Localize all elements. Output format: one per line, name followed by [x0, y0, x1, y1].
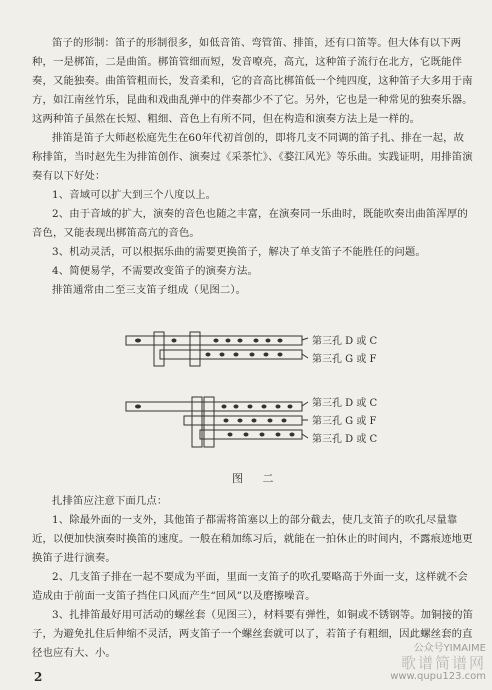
fig2-label-1: 第三孔 D 或 C — [312, 398, 378, 409]
watermark-line-3: www.qupu123.com — [390, 671, 486, 682]
note-item-1: 1、除最外面的一支外，其他笛子都需将笛塞以上的部分截去，使几支笛子的吹孔尽量靠近，以便加快演奏时换笛的速度。一般在稍加练习后，就能在一拍休止的时间内，不露痕迹地更换笛子进行演奏。 — [32, 514, 473, 564]
figure-two-flutes — [120, 328, 390, 376]
figure-caption: 图 二 — [232, 472, 282, 485]
fig2-label-2: 第三孔 G 或 F — [312, 416, 377, 427]
two-flutes-drawing — [120, 328, 310, 376]
paragraph-flute-forms: 笛子的形制：笛子的形制很多，如低音笛、弯管笛、排笛，还有口笛等。但大体有以下两种，一是梆笛，二是曲笛。梆笛管细而短，发音嘹亮，高亢，这种笛子流行在北方，它既能伴奏，又能独奏。曲笛管粗而长，发音柔和，它的音高比梆笛低一个纯四度，这种笛子大多用于南方，如江南丝竹乐，昆曲和戏曲乱弹中的伴奏都少不了它。另外，它也是一种常见的独奏乐器。这两种笛子虽然在长短、粗细、音色上有所不同，但在构造和演奏方法上是一样的。 — [32, 37, 473, 125]
bottom-text-block — [32, 492, 474, 663]
list-item-4: 4、简便易学，不需要改变笛子的演奏方法。 — [52, 265, 259, 277]
list-item-1: 1、音域可以扩大到三个八度以上。 — [52, 189, 217, 201]
watermark — [390, 642, 486, 684]
figure-three-flutes — [120, 394, 390, 454]
top-text-block — [32, 34, 474, 300]
paragraph-figure-ref: 排笛通常由二至三支笛子组成（见图二）。 — [52, 284, 247, 296]
watermark-line-2: 歌谱简谱网 — [400, 654, 486, 672]
paragraph-notes-heading: 扎排笛应注意下面几点： — [52, 495, 168, 507]
note-item-2: 2、几支笛子排在一起不要成为平面，里面一支笛子的吹孔要略高于外面一支，这样就不会造成由于前面一支笛子挡住口风而产生“回风”以及磨擦噪音。 — [32, 571, 468, 602]
fig1-label-bottom: 第三孔 G 或 F — [312, 354, 377, 365]
paragraph-paidi-intro: 排笛是笛子大师赵松庭先生在60年代初首创的，即将几支不同调的笛子扎、排在一起，故称排笛，当时赵先生为排笛创作、演奏过《采茶忙》、《婺江风光》等乐曲。实践证明，用排笛演奏有以下好处： — [32, 132, 473, 182]
page-number: 2 — [34, 670, 43, 684]
fig2-label-3: 第三孔 D 或 C — [312, 434, 378, 445]
fig1-label-top: 第三孔 D 或 C — [312, 336, 378, 347]
note-item-3: 3、扎排笛最好用可活动的螺丝套（见图三），材料要有弹性，如铜或不锈钢等。加铜接的笛子，为避免扎住后伸缩不灵活，两支笛子一个螺丝套就可以了，若笛子有粗细，因此螺丝套的直径也应有大、小。 — [32, 609, 474, 659]
watermark-line-1: 公众号YIMAIME — [413, 643, 486, 654]
three-flutes-drawing — [120, 394, 310, 454]
list-item-3: 3、机动灵活，可以根据乐曲的需要更换笛子，解决了单支笛子不能胜任的问题。 — [52, 246, 426, 258]
list-item-2: 2、由于音域的扩大，演奏的音色也随之丰富，在演奏同一乐曲时，既能吹奏出曲笛浑厚的音色，又能表现出梆笛高亢的音色。 — [32, 208, 468, 239]
